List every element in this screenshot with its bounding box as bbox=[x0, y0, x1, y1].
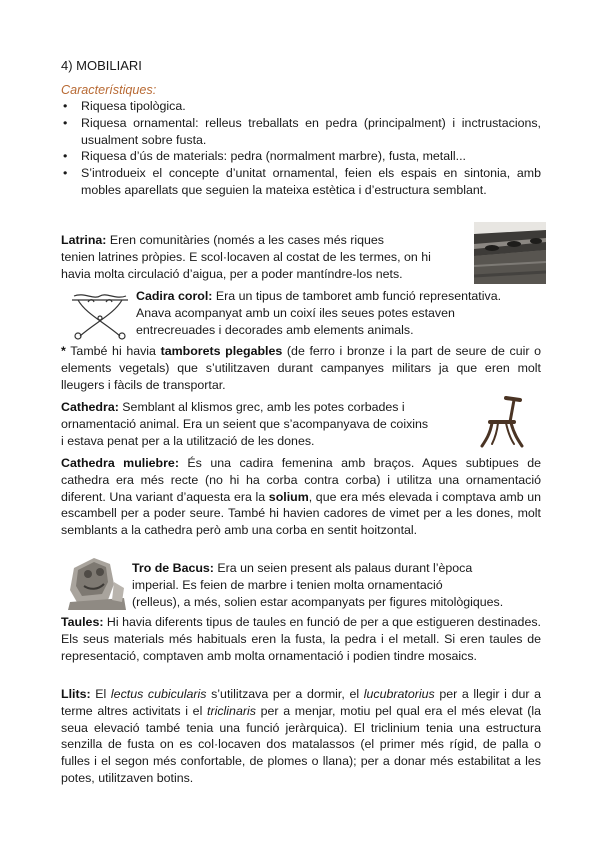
list-item: • S’introdueix el concepte d’unitat ornamental, feien els espais en sintonia, amb mobles aparellats que seguien la mateixa estètica i d’estructura semblant. bbox=[61, 165, 541, 199]
latrina-line: havia molta circulació d’aigua, per a poder mantíndre-los nets. bbox=[61, 266, 403, 281]
section-title: 4) MOBILIARI bbox=[61, 58, 142, 73]
llits-term-italic: lucubratorius bbox=[363, 687, 435, 701]
tro-bacus-term: Tro de Bacus: bbox=[132, 561, 214, 575]
cathedra-muliebre-text: , que era més elevada i comptava amb un escambell per a poder seure. També hi havien cadores de vimet per a les dones, molt semblants a la cathedra però amb una corba en sentit hoitzontal. bbox=[61, 489, 541, 538]
cathedra-term: Cathedra: bbox=[61, 400, 119, 414]
cathedra-chair-image bbox=[480, 394, 526, 450]
tamborets-text: (de ferro i bronze i la part de seure de cuir o elements vegetals) que s’utilitzaven durant campanyes militars ja que eren molt lleugers i fàcils de transportar. bbox=[61, 344, 541, 392]
cathedra-paragraph bbox=[61, 399, 481, 449]
cathedra-line: Semblant al klismos grec, amb les potes corbades i bbox=[122, 400, 405, 414]
cadira-corol-line: entrecreuades i decorades amb elements animals. bbox=[136, 322, 414, 337]
tro-bacus-paragraph bbox=[132, 560, 546, 610]
llits-text: per a llegir i dur a terme altres activitats i el bbox=[61, 687, 541, 718]
characteristics-list bbox=[61, 98, 541, 199]
tamborets-term: tamborets plegables bbox=[160, 344, 283, 358]
cadira-corol-term: Cadira corol: bbox=[136, 289, 213, 303]
cathedra-muliebre-paragraph bbox=[61, 455, 541, 539]
cadira-corol-drawing bbox=[64, 288, 136, 344]
list-item: • Riquesa tipològica. bbox=[61, 98, 541, 115]
solium-term: solium bbox=[268, 489, 309, 504]
cadira-corol-line: Era un tipus de tamboret amb funció representativa. bbox=[215, 289, 502, 303]
tro-bacus-line: imperial. Es feien de marbre i tenien molta ornamentació bbox=[132, 577, 443, 592]
cadira-corol-line: Anava acompanyat amb un coixí iles seues potes estaven bbox=[136, 305, 455, 320]
latrina-paragraph bbox=[61, 232, 481, 282]
llits-term-italic: lectus cubicularis bbox=[110, 687, 207, 701]
list-item: • Riquesa ornamental: relleus treballats en pedra (principalment) i inctrustacions, usualment sobre fusta. bbox=[61, 115, 541, 149]
taules-term: Taules: bbox=[61, 615, 104, 629]
tamborets-text: També hi havia bbox=[70, 344, 156, 358]
cathedra-line: ornamentació animal. Era un seient que s’acompanyava de coixins bbox=[61, 416, 429, 431]
list-item: • Riquesa d’ús de materials: pedra (normalment marbre), fusta, metall... bbox=[61, 148, 541, 165]
latrina-line: tenien latrines pròpies. E scol·locaven al costat de les termes, on hi bbox=[61, 249, 431, 264]
llits-text: s’utilitzava per a dormir, el bbox=[211, 687, 360, 701]
latrina-term: Latrina: bbox=[61, 233, 107, 247]
llits-term-italic: triclinaris bbox=[207, 703, 256, 718]
cathedra-muliebre-term: Cathedra muliebre: bbox=[61, 456, 179, 470]
footnote-star: * bbox=[61, 344, 66, 358]
cathedra-line: i estava penat per a la utilització de les dones. bbox=[61, 433, 315, 448]
llits-text: per a menjar, motiu pel qual era el més elevat (la seua elevació també tenia una funció jeràrquica). El triclinium tenia una estructura senzilla de fusta on es col·locaven dos matalassos (el primer més rígid, de palla o fulles i el segon més confortable, de plomes o llana); per a donar més estabilitat a les potes, utilitzaven botins. bbox=[61, 703, 541, 785]
tro-bacus-line: (relleus), a més, solien estar acompanyats per figures mitològiques. bbox=[132, 594, 504, 609]
cathedra-muliebre-text: És una cadira femenina amb braços. Aques subtipues de cathedra era més recte (no hi ha corba contra corba) i utilitza una ornamentació diferent. Una variant d’aquesta era la bbox=[61, 456, 541, 504]
llits-text: El bbox=[95, 687, 107, 701]
taules-text: Hi havia diferents tipus de taules en funció de per a que estigueren destinades. Els seus materials més habituals eren la fusta, la pedra i el metall. Si eren taules de representació, comptaven amb molta ornamentació i podien tindre mosaics. bbox=[61, 615, 541, 663]
tamborets-paragraph bbox=[61, 343, 541, 393]
cadira-corol-paragraph bbox=[136, 288, 546, 338]
llits-paragraph bbox=[61, 686, 541, 787]
tro-bacus-line: Era un seien present als palaus durant l’època bbox=[217, 561, 473, 575]
tro-bacus-image bbox=[64, 554, 130, 612]
latrina-line: Eren comunitàries (només a les cases més riques bbox=[109, 233, 384, 247]
characteristics-label: Característiques: bbox=[61, 83, 157, 97]
latrina-photo bbox=[474, 222, 546, 284]
taules-paragraph bbox=[61, 614, 541, 664]
llits-term: Llits: bbox=[61, 687, 91, 701]
